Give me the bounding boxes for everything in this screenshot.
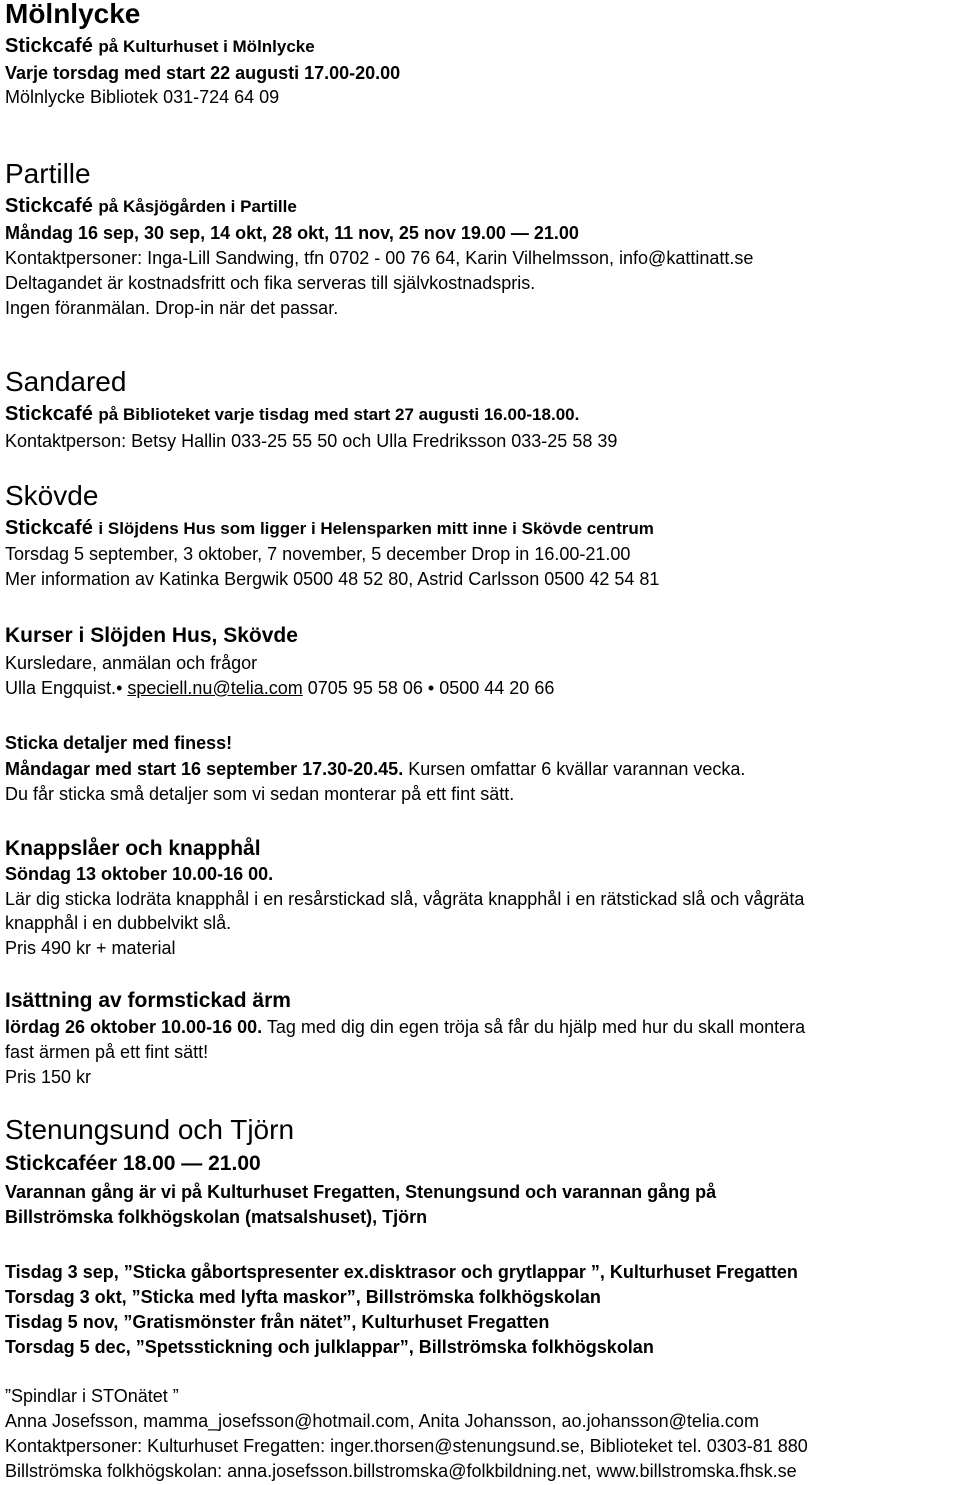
molnlycke-contact: Mölnlycke Bibliotek 031-724 64 09 bbox=[5, 87, 280, 107]
course2-desc-2: knapphål i en dubbelvikt slå. bbox=[5, 913, 232, 933]
course3-title: Isättning av formstickad ärm bbox=[5, 989, 291, 1012]
partille-dropin: Ingen föranmälan. Drop-in när det passar. bbox=[5, 298, 339, 318]
kurser-contact-line bbox=[5, 677, 554, 699]
partille-contacts: Kontaktpersoner: Inga-Lill Sandwing, tfn 0702 - 00 76 64, Karin Vilhelmsson, info@kattinatt.se bbox=[5, 248, 754, 268]
kurser-subheading: Kursledare, anmälan och frågor bbox=[5, 653, 258, 673]
kurser-phone: 0705 95 58 06 bbox=[307, 678, 423, 698]
skovde-info: Mer information av Katinka Bergwik 0500 48 52 80, Astrid Carlsson 0500 42 54 81 bbox=[5, 569, 660, 589]
course3-date: lördag 26 oktober 10.00-16 00. bbox=[5, 1017, 263, 1037]
section-heading-partille: Partille bbox=[5, 158, 91, 189]
course1-start-line bbox=[5, 758, 745, 780]
molnlycke-stickcafe-line bbox=[5, 34, 315, 59]
stenungsund-stickcafeer: Stickcaféer 18.00 — 21.00 bbox=[5, 1152, 261, 1175]
stenungsund-venue-2: Billströmska folkhögskolan (matsalshuset), Tjörn bbox=[5, 1207, 428, 1227]
stickcafe-label: Stickcafé bbox=[5, 517, 93, 539]
skovde-stickcafe-line bbox=[5, 516, 654, 541]
event-item: Tisdag 3 sep, ”Sticka gåbortspresenter ex.disktrasor och grytlappar ”, Kulturhuset Fregatten bbox=[5, 1262, 798, 1282]
email-link[interactable]: speciell.nu@telia.com bbox=[127, 678, 303, 698]
course3-desc-2: fast ärmen på ett fint sätt! bbox=[5, 1042, 209, 1062]
course3-price: Pris 150 kr bbox=[5, 1067, 92, 1087]
kurser-name: Ulla Engquist. bbox=[5, 678, 117, 698]
skovde-dates: Torsdag 5 september, 3 oktober, 7 november, 5 december Drop in 16.00-21.00 bbox=[5, 544, 631, 564]
spindlar-label: ”Spindlar i STOnätet ” bbox=[5, 1386, 179, 1406]
stenungsund-contact-1: Anna Josefsson, mamma_josefsson@hotmail.com, Anita Johansson, ao.johansson@telia.com bbox=[5, 1411, 759, 1431]
course2-price: Pris 490 kr + material bbox=[5, 938, 176, 958]
molnlycke-schedule: Varje torsdag med start 22 augusti 17.00-20.00 bbox=[5, 63, 401, 83]
stenungsund-contact-2: Kontaktpersoner: Kulturhuset Fregatten: inger.thorsen@stenungsund.se, Biblioteket tel. 0303-81 880 bbox=[5, 1436, 808, 1456]
partille-location: på Kåsjögården i Partille bbox=[98, 197, 297, 216]
event-item: Torsdag 5 dec, ”Spetsstickning och julklappar”, Billströmska folkhögskolan bbox=[5, 1337, 654, 1357]
course1-duration: Kursen omfattar 6 kvällar varannan vecka. bbox=[408, 759, 746, 779]
kurser-phone-2: 0500 44 20 66 bbox=[439, 678, 555, 698]
sandared-stickcafe-line bbox=[5, 402, 579, 427]
course2-title: Knappslåer och knapphål bbox=[5, 837, 261, 860]
stenungsund-contact-3: Billströmska folkhögskolan: anna.josefsson.billstromska@folkbildning.net, www.billstromska.fhsk.se bbox=[5, 1461, 797, 1481]
course3-desc-1: Tag med dig din egen tröja så får du hjälp med hur du skall montera bbox=[266, 1017, 806, 1037]
course3-date-line bbox=[5, 1016, 805, 1038]
partille-schedule: Måndag 16 sep, 30 sep, 14 okt, 28 okt, 11 nov, 25 nov 19.00 — 21.00 bbox=[5, 223, 579, 243]
course1-title: Sticka detaljer med finess! bbox=[5, 733, 233, 753]
partille-stickcafe-line bbox=[5, 194, 297, 219]
sandared-details: på Biblioteket varje tisdag med start 27 augusti 16.00-18.00. bbox=[98, 405, 580, 424]
stickcafe-label: Stickcafé bbox=[5, 403, 93, 425]
skovde-location: i Slöjdens Hus som ligger i Helensparken mitt inne i Skövde centrum bbox=[98, 519, 654, 538]
stenungsund-venue-1: Varannan gång är vi på Kulturhuset Fregatten, Stenungsund och varannan gång på bbox=[5, 1182, 717, 1202]
molnlycke-location: på Kulturhuset i Mölnlycke bbox=[98, 37, 315, 56]
section-heading-molnlycke: Mölnlycke bbox=[5, 0, 141, 29]
section-heading-stenungsund: Stenungsund och Tjörn bbox=[5, 1114, 295, 1145]
course2-desc-1: Lär dig sticka lodräta knapphål i en resårstickad slå, vågräta knapphål i en rätstickad slå och vågräta bbox=[5, 889, 805, 909]
bullet-separator: • bbox=[116, 678, 123, 698]
section-heading-skovde: Skövde bbox=[5, 480, 99, 511]
stickcafe-label: Stickcafé bbox=[5, 35, 93, 57]
event-item: Tisdag 5 nov, ”Gratismönster från nätet”, Kulturhuset Fregatten bbox=[5, 1312, 550, 1332]
course2-date: Söndag 13 oktober 10.00-16 00. bbox=[5, 864, 274, 884]
course1-desc: Du får sticka små detaljer som vi sedan monterar på ett fint sätt. bbox=[5, 784, 515, 804]
partille-fee: Deltagandet är kostnadsfritt och fika serveras till självkostnadspris. bbox=[5, 273, 536, 293]
event-item: Torsdag 3 okt, ”Sticka med lyfta maskor”, Billströmska folkhögskolan bbox=[5, 1287, 601, 1307]
section-heading-sandared: Sandared bbox=[5, 366, 127, 397]
sandared-contact: Kontaktperson: Betsy Hallin 033-25 55 50 och Ulla Fredriksson 033-25 58 39 bbox=[5, 431, 618, 451]
bullet-separator: • bbox=[427, 678, 435, 698]
stickcafe-label: Stickcafé bbox=[5, 195, 93, 217]
course1-start: Måndagar med start 16 september 17.30-20.45. bbox=[5, 759, 404, 779]
section-heading-kurser: Kurser i Slöjden Hus, Skövde bbox=[5, 624, 298, 647]
